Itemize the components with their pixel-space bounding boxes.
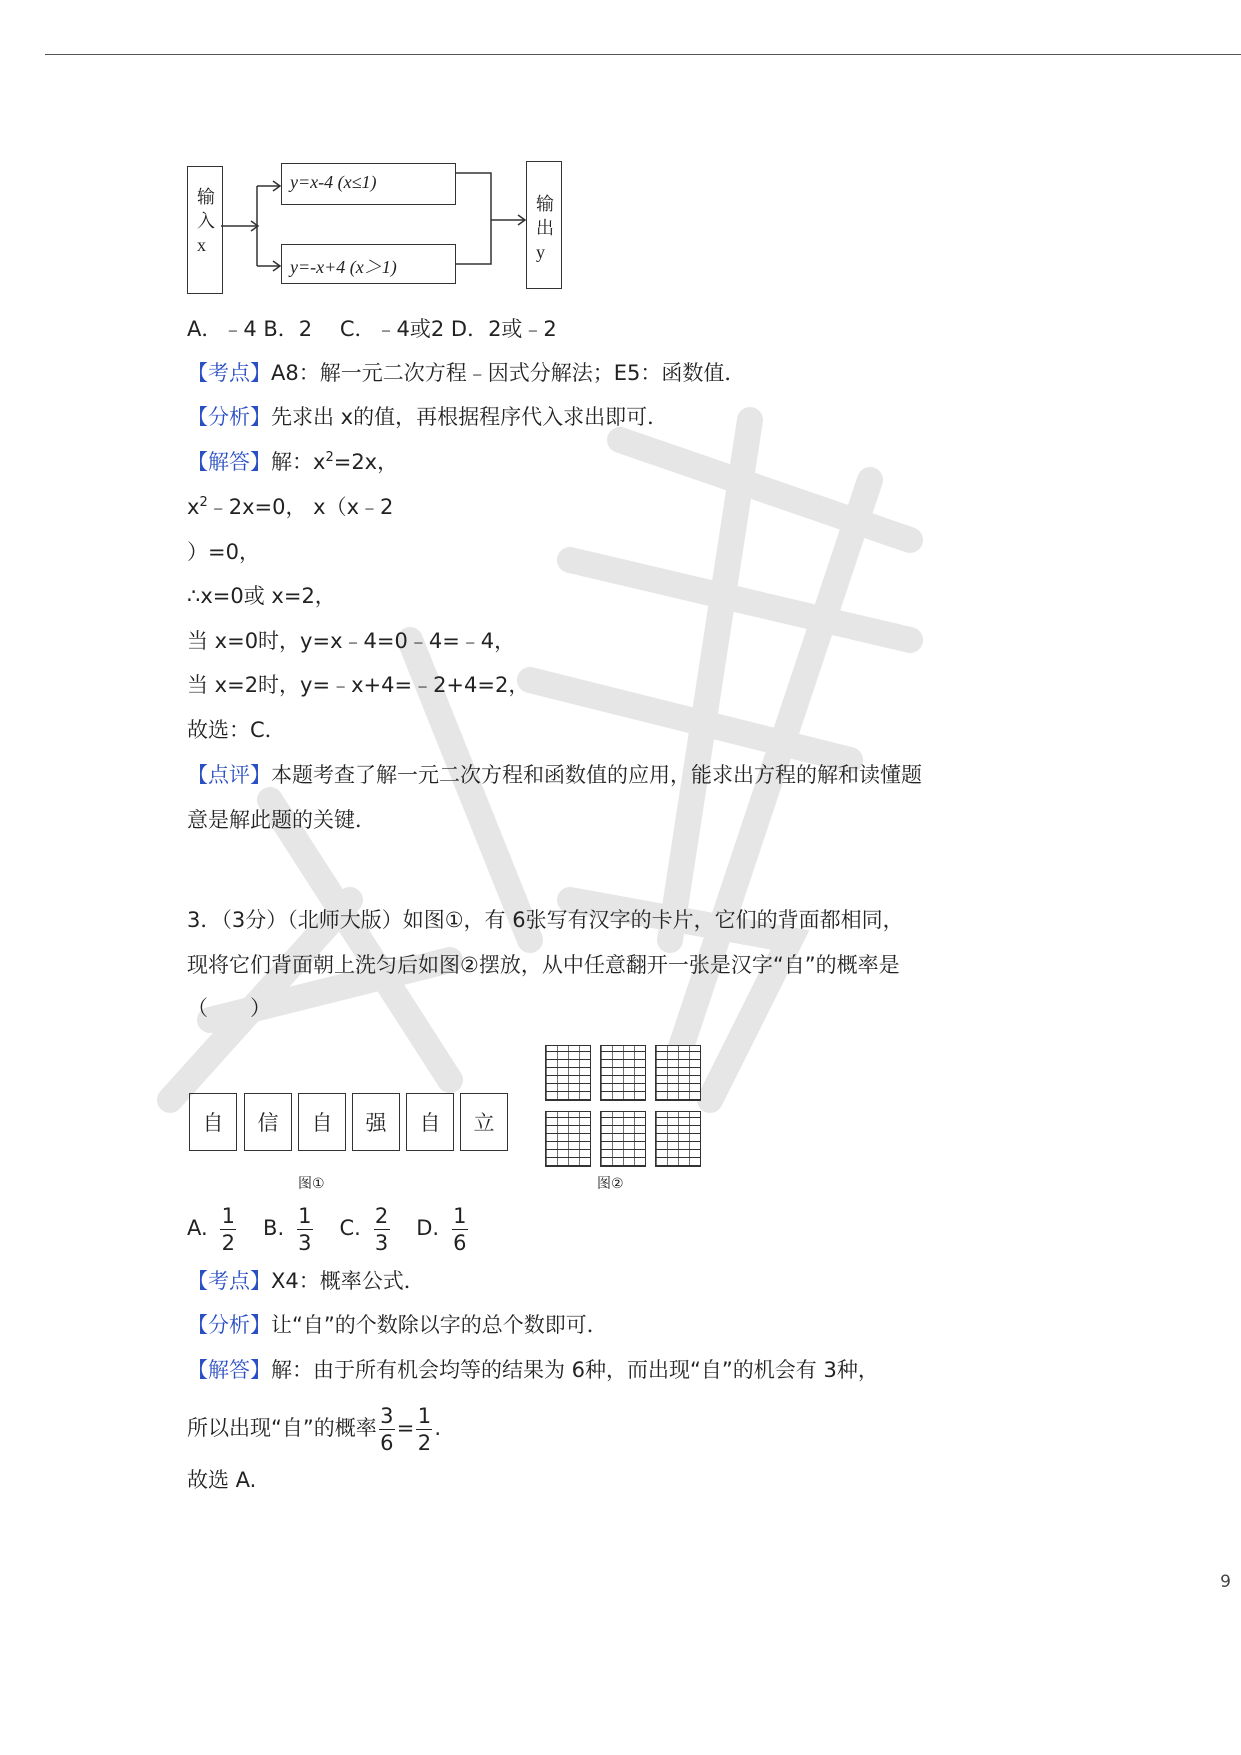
math-text: x xyxy=(187,495,200,519)
kaodian-text: A8：解一元二次方程﹣因式分解法；E5：函数值． xyxy=(271,361,746,385)
card-back xyxy=(545,1045,591,1101)
flowchart-input-char: 输 xyxy=(197,187,215,207)
q2-dianping xyxy=(187,760,922,790)
q3-stem-3: （ ） xyxy=(187,996,271,1020)
card: 立 xyxy=(460,1093,508,1151)
fenxi-text: 让“自”的个数除以字的总个数即可． xyxy=(271,1313,608,1337)
q2-dianping-cont: 意是解此题的关键． xyxy=(187,808,376,832)
flowchart-input-char: x xyxy=(197,235,206,255)
card: 信 xyxy=(244,1093,292,1151)
superscript: 2 xyxy=(199,495,208,510)
fenxi-tag: 【分析】 xyxy=(187,405,271,429)
jieda-tag: 【解答】 xyxy=(187,1358,271,1382)
option-label: B. xyxy=(263,1216,285,1240)
superscript: 2 xyxy=(325,450,334,465)
jieda-text: 解：由于所有机会均等的结果为 6种，而出现“自”的机会有 3种， xyxy=(271,1358,879,1382)
flowchart-func-top: y=x-4 (x≤1) xyxy=(281,163,456,205)
q2-line3: ）=0， xyxy=(187,540,260,564)
fraction: $\frac{1}{2}$ xyxy=(417,1403,432,1455)
option-label: C. xyxy=(339,1216,361,1240)
q3-jieda xyxy=(187,1355,879,1385)
prob-text: 所以出现“自”的概率 xyxy=(187,1416,377,1440)
q2-line2 xyxy=(187,492,393,522)
q3-options xyxy=(187,1200,474,1256)
card: 强 xyxy=(352,1093,400,1151)
q3-stem-1: 3．（3分）（北师大版）如图①，有 6张写有汉字的卡片，它们的背面都相同， xyxy=(187,908,904,932)
q2-line4: ∴x=0或 x=2， xyxy=(187,584,336,608)
page-number: 9 xyxy=(1220,1572,1231,1592)
flowchart-func-bottom: y=-x+4 (x＞1) xyxy=(281,244,456,284)
q2-options: A．﹣4 B．2 C．﹣4或2 D．2或﹣2 xyxy=(187,317,557,341)
jieda-tag: 【解答】 xyxy=(187,450,271,474)
fenxi-tag: 【分析】 xyxy=(187,1313,271,1337)
card-back xyxy=(655,1045,701,1101)
card-back xyxy=(545,1111,591,1167)
fig2-caption: 图② xyxy=(597,1176,624,1192)
equals: = xyxy=(396,1416,415,1440)
card: 自 xyxy=(406,1093,454,1151)
flowchart-arrows xyxy=(221,160,531,300)
fraction: $\frac{1}{2}$ xyxy=(221,1203,236,1255)
q3-probability xyxy=(187,1400,441,1456)
q2-fenxi xyxy=(187,402,668,432)
card: 自 xyxy=(189,1093,237,1151)
flowchart-output-char: 输 xyxy=(536,194,554,214)
option-label: A. xyxy=(187,1216,208,1240)
fraction: $\frac{3}{6}$ xyxy=(380,1403,394,1455)
header-rule xyxy=(45,54,1241,55)
dianping-text: 本题考查了解一元二次方程和函数值的应用，能求出方程的解和读懂题 xyxy=(271,763,922,787)
card: 自 xyxy=(298,1093,346,1151)
q3-answer: 故选 A. xyxy=(187,1468,257,1492)
period: . xyxy=(434,1416,442,1440)
kaodian-text: X4：概率公式． xyxy=(271,1269,425,1293)
fig1-caption: 图① xyxy=(298,1176,325,1192)
flowchart-input-char: 入 xyxy=(197,211,215,231)
card-back xyxy=(600,1111,646,1167)
kaodian-tag: 【考点】 xyxy=(187,1269,271,1293)
q2-jieda xyxy=(187,447,398,477)
q2-kaodian xyxy=(187,358,745,388)
fraction: $\frac{1}{3}$ xyxy=(298,1203,312,1255)
fraction: $\frac{2}{3}$ xyxy=(374,1203,389,1255)
jieda-text: 解：x xyxy=(271,450,326,474)
kaodian-tag: 【考点】 xyxy=(187,361,271,385)
option-label: D. xyxy=(416,1216,440,1240)
card-back xyxy=(600,1045,646,1101)
q2-line6: 当 x=2时，y=﹣x+4=﹣2+4=2， xyxy=(187,673,530,697)
dianping-tag: 【点评】 xyxy=(187,763,271,787)
math-text: ﹣2x=0， x（x﹣2 xyxy=(207,495,394,519)
card-back xyxy=(655,1111,701,1167)
jieda-text: =2x， xyxy=(333,450,399,474)
q3-stem-2: 现将它们背面朝上洗匀后如图②摆放，从中任意翻开一张是汉字“自”的概率是 xyxy=(187,953,900,977)
q3-kaodian xyxy=(187,1266,425,1296)
fraction: $\frac{1}{6}$ xyxy=(453,1203,467,1255)
q3-fenxi xyxy=(187,1310,608,1340)
flowchart-input-box xyxy=(187,166,223,294)
flowchart-output-box xyxy=(526,161,562,289)
q2-answer: 故选：C． xyxy=(187,718,286,742)
flowchart-output-char: y xyxy=(536,242,545,262)
q2-line5: 当 x=0时，y=x﹣4=0﹣4=﹣4， xyxy=(187,629,516,653)
flowchart-output-char: 出 xyxy=(536,218,554,238)
fenxi-text: 先求出 x的值，再根据程序代入求出即可． xyxy=(271,405,669,429)
